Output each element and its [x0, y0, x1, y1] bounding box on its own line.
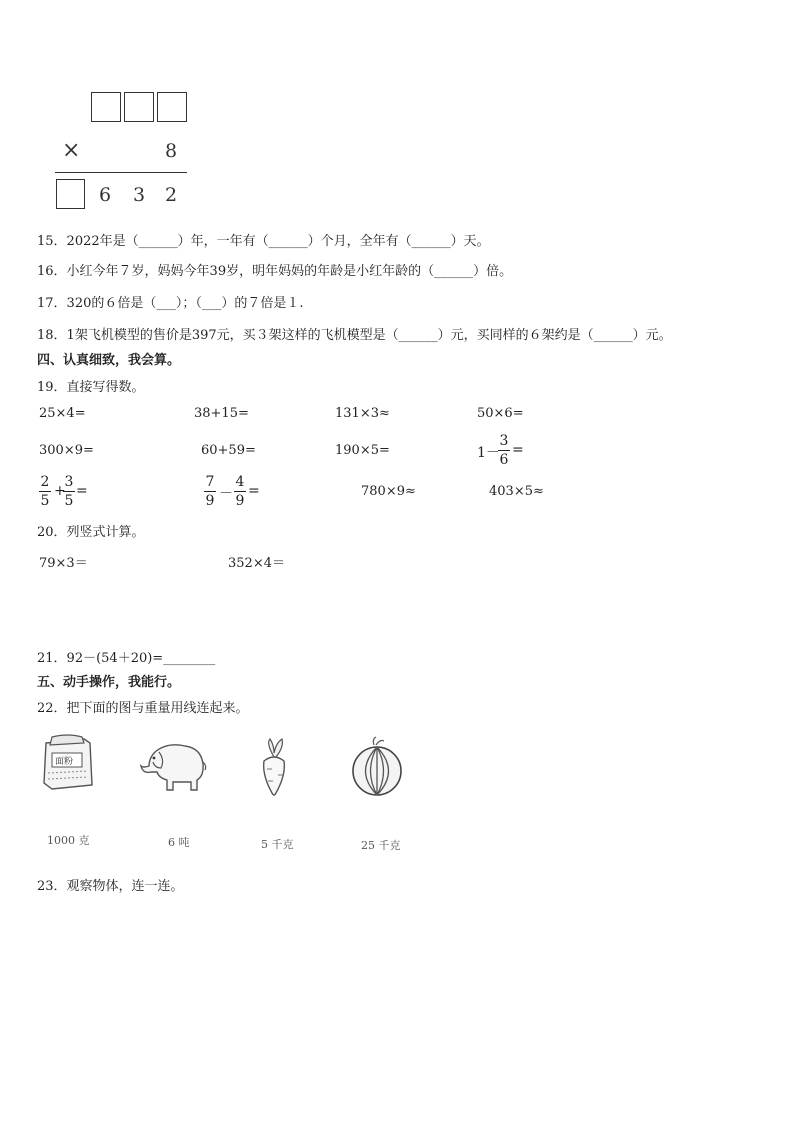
calc-item: 352×4＝	[228, 556, 285, 571]
weight-label: 5 千克	[261, 838, 294, 851]
denominator: 9	[235, 493, 245, 509]
denominator: 5	[40, 493, 50, 509]
calc-item: 780×9≈	[361, 484, 416, 499]
calc-item: 79×3＝	[39, 556, 88, 571]
denominator: 9	[205, 493, 215, 509]
question-21: 21．92－(54＋20)=________	[37, 651, 216, 666]
weight-label: 1000 克	[47, 834, 90, 847]
numerator: 3	[64, 474, 74, 490]
denominator: 6	[499, 452, 509, 468]
operator: +	[54, 483, 66, 499]
section-4-heading: 四、认真细致，我会算。	[37, 353, 181, 368]
fraction	[63, 474, 75, 509]
question-16: 16．小红今年７岁，妈妈今年39岁，明年妈妈的年龄是小红年龄的（______）倍。	[37, 264, 513, 279]
section-5-heading: 五、动手操作，我能行。	[37, 675, 181, 690]
flour-bag-label: 面粉	[55, 757, 74, 767]
calc-item: 190×5=	[335, 443, 390, 458]
operator: －	[219, 486, 233, 502]
question-15: 15．2022年是（______）年，一年有（______）个月，全年有（______）天。	[37, 234, 490, 249]
equals-sign: =	[512, 442, 524, 458]
result-digit: 3	[133, 184, 146, 206]
calc-item: 25×4=	[39, 406, 86, 421]
fraction	[498, 433, 510, 468]
equals-sign: =	[248, 483, 260, 499]
question-19: 19．直接写得数。	[37, 380, 145, 395]
fraction	[39, 474, 51, 509]
weight-label: 25 千克	[361, 839, 401, 852]
calc-item: 300×9=	[39, 443, 94, 458]
calc-item: 60+59=	[201, 443, 256, 458]
question-17: 17．320的６倍是（___）；（___）的７倍是１.	[37, 296, 304, 311]
calc-prefix: 1－	[477, 445, 500, 461]
question-20: 20．列竖式计算。	[37, 525, 145, 540]
calc-item: 50×6=	[477, 406, 524, 421]
numerator: 4	[235, 474, 245, 490]
denominator: 5	[64, 493, 74, 509]
elephant-image	[137, 738, 209, 794]
equals-sign: =	[76, 483, 88, 499]
question-22: 22．把下面的图与重量用线连起来。	[37, 701, 249, 716]
times-sign: ×	[62, 138, 81, 163]
calc-item: 131×3≈	[335, 406, 390, 421]
numerator: 3	[499, 433, 509, 449]
calc-item: 38+15=	[194, 406, 249, 421]
multiplier-digit: 8	[165, 140, 178, 162]
fraction	[204, 474, 216, 509]
watermelon-image	[350, 735, 404, 799]
weight-label: 6 吨	[168, 836, 190, 849]
blank-box[interactable]	[157, 92, 187, 122]
question-23: 23．观察物体，连一连。	[37, 879, 184, 894]
fraction	[234, 474, 246, 509]
blank-box[interactable]	[124, 92, 154, 122]
result-line	[55, 172, 187, 173]
question-18: 18．1架飞机模型的售价是397元，买３架这样的飞机模型是（______）元，买同样的６架约是（______）元。	[37, 328, 672, 343]
result-digit: 6	[99, 184, 112, 206]
calc-item: 403×5≈	[489, 484, 544, 499]
result-digit: 2	[165, 184, 178, 206]
numerator: 2	[40, 474, 50, 490]
numerator: 7	[205, 474, 215, 490]
blank-box[interactable]	[91, 92, 121, 122]
carrot-image	[252, 737, 296, 799]
blank-box[interactable]	[56, 179, 85, 209]
flour-bag-image	[38, 733, 98, 793]
